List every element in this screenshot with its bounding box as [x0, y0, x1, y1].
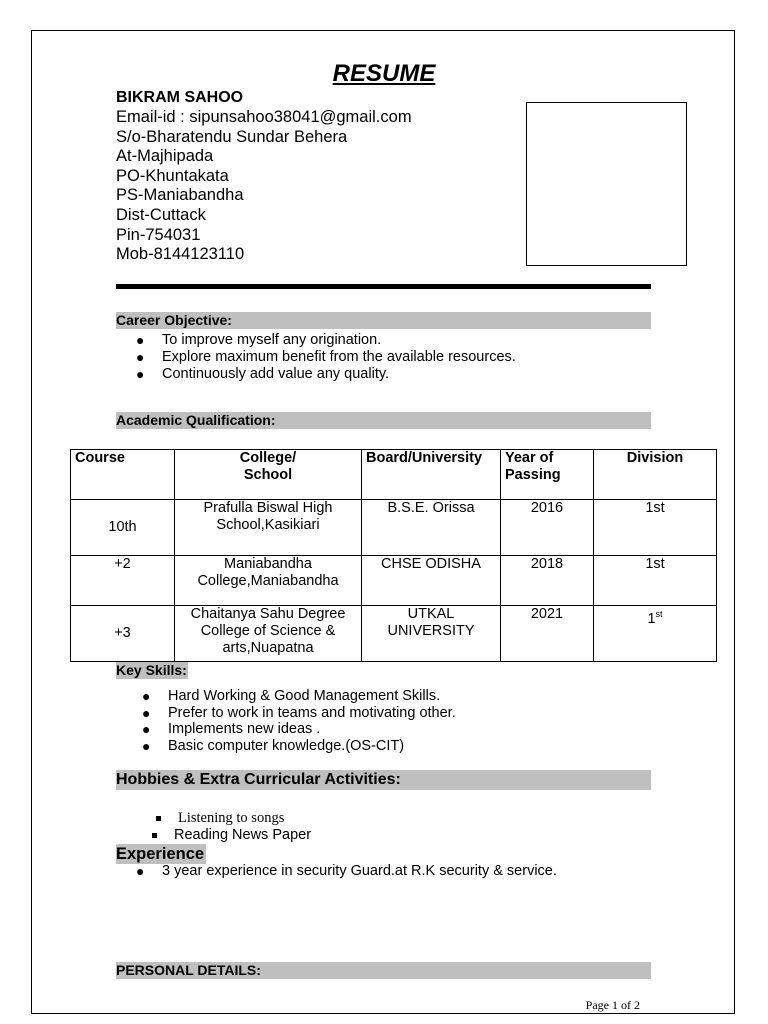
table-row — [71, 500, 717, 556]
contact-father: S/o-Bharatendu Sundar Behera — [116, 127, 348, 146]
cell-college: Maniabandha College,Maniabandha — [175, 556, 362, 606]
contact-village: At-Majhipada — [116, 147, 214, 166]
academic-heading: Academic Qualification: — [116, 412, 651, 429]
bullet-icon: ● — [136, 863, 145, 879]
contact-mobile: Mob-8144123110 — [116, 245, 245, 264]
candidate-name: BIKRAM SAHOO — [116, 89, 244, 106]
list-item: ● Hard Working & Good Management Skills. — [142, 688, 441, 704]
page-number: Page 1 of 2 — [585, 998, 640, 1012]
contact-post-office: PO-Khuntakata — [116, 166, 229, 185]
bullet-icon: ● — [136, 349, 145, 365]
bullet-icon: ● — [136, 366, 145, 382]
bullet-icon: ● — [142, 688, 151, 704]
col-board: Board/University — [362, 450, 501, 500]
square-bullet-icon — [156, 816, 161, 821]
col-year: Year of Passing — [501, 450, 594, 500]
contact-email: Email-id : sipunsahoo38041@gmail.com — [116, 108, 412, 126]
key-skills-heading: Key Skills: — [116, 662, 187, 678]
cell-division: 1st — [594, 500, 717, 556]
resume-title: RESUME — [332, 60, 436, 87]
cell-year: 2021 — [501, 606, 594, 662]
bullet-icon: ● — [136, 332, 145, 348]
personal-details-heading: PERSONAL DETAILS: — [116, 962, 651, 979]
hobbies-heading: Hobbies & Extra Curricular Activities: — [116, 770, 651, 790]
square-bullet-icon — [152, 833, 157, 838]
list-item: Listening to songs — [178, 810, 284, 827]
table-row — [71, 606, 717, 662]
list-item: ● 3 year experience in security Guard.at R.K security & service. — [136, 863, 557, 879]
cell-board: B.S.E. Orissa — [362, 500, 501, 556]
cell-college: Prafulla Biswal High School,Kasikiari — [175, 500, 362, 556]
bullet-icon: ● — [142, 721, 151, 737]
col-course: Course — [71, 450, 175, 500]
list-item: ● Basic computer knowledge.(OS-CIT) — [142, 738, 405, 754]
experience-heading: Experience — [116, 845, 205, 863]
contact-police-station: PS-Maniabandha — [116, 186, 244, 205]
contact-district: Dist-Cuttack — [116, 205, 206, 224]
list-item: ● Prefer to work in teams and motivating other. — [142, 705, 456, 721]
bullet-icon: ● — [142, 705, 151, 721]
career-objective-heading: Career Objective: — [116, 312, 651, 329]
list-item: ● Implements new ideas . — [142, 721, 321, 737]
contact-block — [116, 108, 412, 265]
cell-board: UTKAL UNIVERSITY — [362, 606, 501, 662]
list-item: ● Explore maximum benefit from the available resources. — [136, 349, 516, 365]
photo-placeholder — [526, 102, 687, 266]
cell-course: +3 — [71, 606, 175, 662]
bullet-icon: ● — [142, 738, 151, 754]
cell-course: +2 — [71, 556, 175, 606]
table-row — [71, 556, 717, 606]
cell-year: 2018 — [501, 556, 594, 606]
cell-division: 1st — [594, 556, 717, 606]
cell-board: CHSE ODISHA — [362, 556, 501, 606]
list-item: ● To improve myself any origination. — [136, 332, 382, 348]
cell-division: 1st — [594, 606, 717, 662]
list-item: ● Continuously add value any quality. — [136, 366, 390, 382]
cell-college: Chaitanya Sahu Degree College of Science & arts,Nuapatna — [175, 606, 362, 662]
cell-course: 10th — [71, 500, 175, 556]
qualification-table — [70, 449, 717, 662]
table-header-row — [71, 450, 717, 500]
contact-pin: Pin-754031 — [116, 225, 201, 244]
col-division: Division — [594, 450, 717, 500]
cell-year: 2016 — [501, 500, 594, 556]
col-college: College/ School — [175, 450, 362, 500]
list-item: Reading News Paper — [174, 827, 311, 844]
header-divider — [116, 284, 651, 289]
